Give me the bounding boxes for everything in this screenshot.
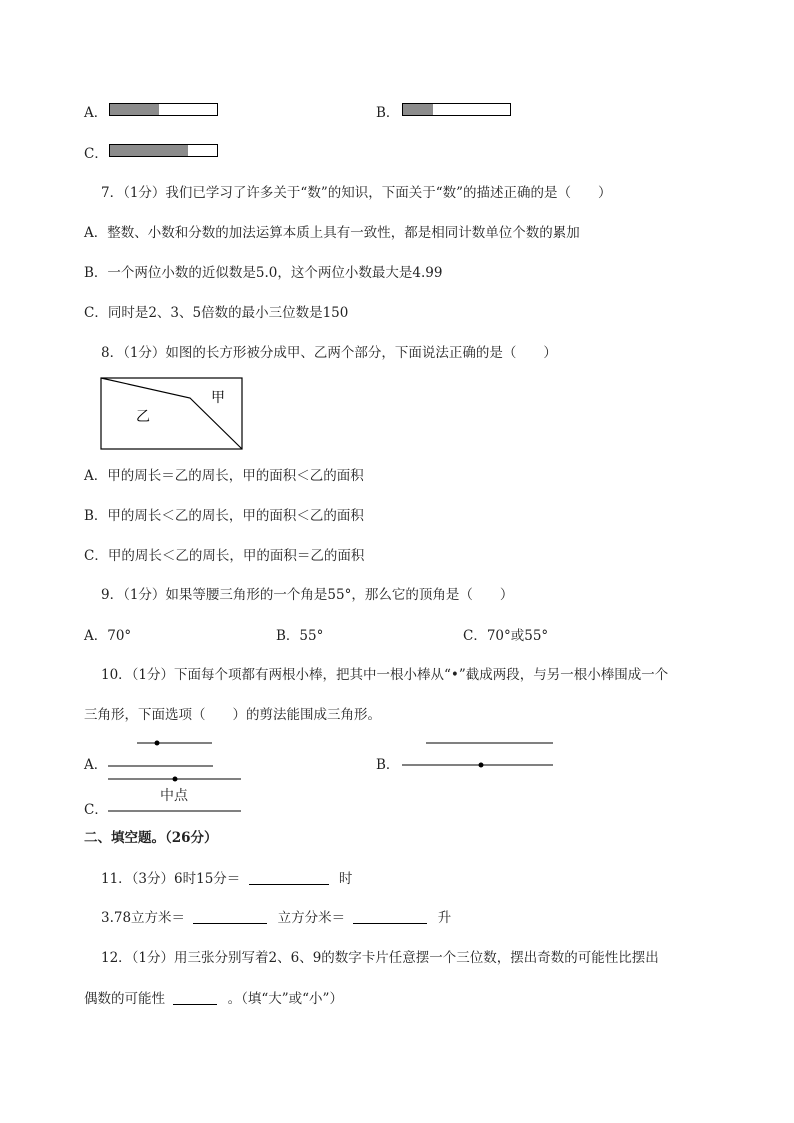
q12-blank-answer[interactable]	[173, 990, 217, 1005]
q12-line2-prefix: 偶数的可能性	[84, 991, 165, 1007]
q6-option-c-label: C．	[84, 146, 108, 162]
q10-b-cut-point	[479, 763, 484, 768]
q11-blank-hours[interactable]	[249, 870, 329, 885]
q9-option-c: C．70°或55°	[463, 628, 549, 644]
q7-stem: 7．（1分）我们已学习了许多关于“数”的知识，下面关于“数”的描述正确的是（ ）	[101, 185, 612, 201]
q8-label-jia: 甲	[211, 390, 225, 406]
q6-option-a-fill	[110, 104, 159, 115]
q6-option-b-label: B．	[376, 105, 400, 121]
q10-c-cut-point	[173, 777, 178, 782]
q11-line2-suffix: 升	[437, 910, 452, 926]
q6-option-a-label: A．	[84, 105, 108, 121]
q6-option-c-bar	[109, 144, 218, 157]
q8-dividing-line	[101, 378, 242, 449]
q6-option-c-fill	[110, 145, 188, 156]
section-2-title: 二、填空题。（26分）	[84, 830, 218, 846]
q9-stem: 9．（1分）如果等腰三角形的一个角是55°，那么它的顶角是（ ）	[101, 587, 514, 603]
q8-option-a: A．甲的周长＝乙的周长，甲的面积＜乙的面积	[84, 468, 364, 484]
q11-line1-prefix: 11．（3分）6时15分＝	[101, 871, 241, 887]
q7-option-c: C．同时是2、3、5倍数的最小三位数是150	[84, 305, 349, 321]
q11-line2-mid: 立方分米＝	[277, 910, 346, 926]
q10-a-cut-point	[155, 741, 160, 746]
q6-option-b-fill	[403, 104, 433, 115]
q10-midpoint-label: 中点	[160, 788, 188, 804]
q9-option-a: A．70°	[84, 628, 132, 644]
q10-option-c-label: C．	[84, 802, 108, 818]
q8-stem: 8．（1分）如图的长方形被分成甲、乙两个部分，下面说法正确的是（ ）	[101, 345, 557, 361]
q12-line2-suffix: 。（填“大”或“小”）	[227, 991, 343, 1007]
q11-line1	[101, 869, 352, 889]
q8-rectangle-figure	[100, 377, 245, 451]
q10-option-a-sticks	[105, 736, 225, 772]
q8-option-b: B．甲的周长＜乙的周长，甲的面积＜乙的面积	[84, 508, 364, 524]
q10-stem-line2: 三角形，下面选项（ ）的剪法能围成三角形。	[84, 707, 381, 723]
q8-label-yi: 乙	[136, 409, 150, 425]
q9-option-b: B．55°	[276, 628, 324, 644]
q12-line1: 12．（1分）用三张分别写着2、6、9的数字卡片任意摆一个三位数，摆出奇数的可能性比摆出	[101, 950, 659, 966]
q6-option-b-bar	[402, 103, 511, 116]
q10-option-a-label: A．	[84, 757, 108, 773]
q10-option-b-label: B．	[376, 757, 400, 773]
q8-rectangle	[101, 378, 242, 449]
q12-line2	[84, 989, 343, 1009]
q11-line2	[101, 908, 451, 928]
q8-option-c: C．甲的周长＜乙的周长，甲的面积＝乙的面积	[84, 548, 365, 564]
q7-option-a: A．整数、小数和分数的加法运算本质上具有一致性，都是相同计数单位个数的累加	[84, 225, 580, 241]
q11-line2-prefix: 3.78立方米＝	[101, 910, 186, 926]
q11-blank-cubic-decimeters[interactable]	[193, 909, 267, 924]
q11-line1-suffix: 时	[338, 871, 353, 887]
q10-stem-line1: 10．（1分）下面每个项都有两根小棒，把其中一根小棒从“•”截成两段，与另一根小棒围成一个	[101, 667, 669, 683]
q6-option-a-bar	[109, 103, 218, 116]
q7-option-b: B．一个两位小数的近似数是5.0，这个两位小数最大是4.99	[84, 265, 443, 281]
q10-option-b-sticks	[398, 736, 558, 772]
q11-blank-liters[interactable]	[353, 909, 427, 924]
